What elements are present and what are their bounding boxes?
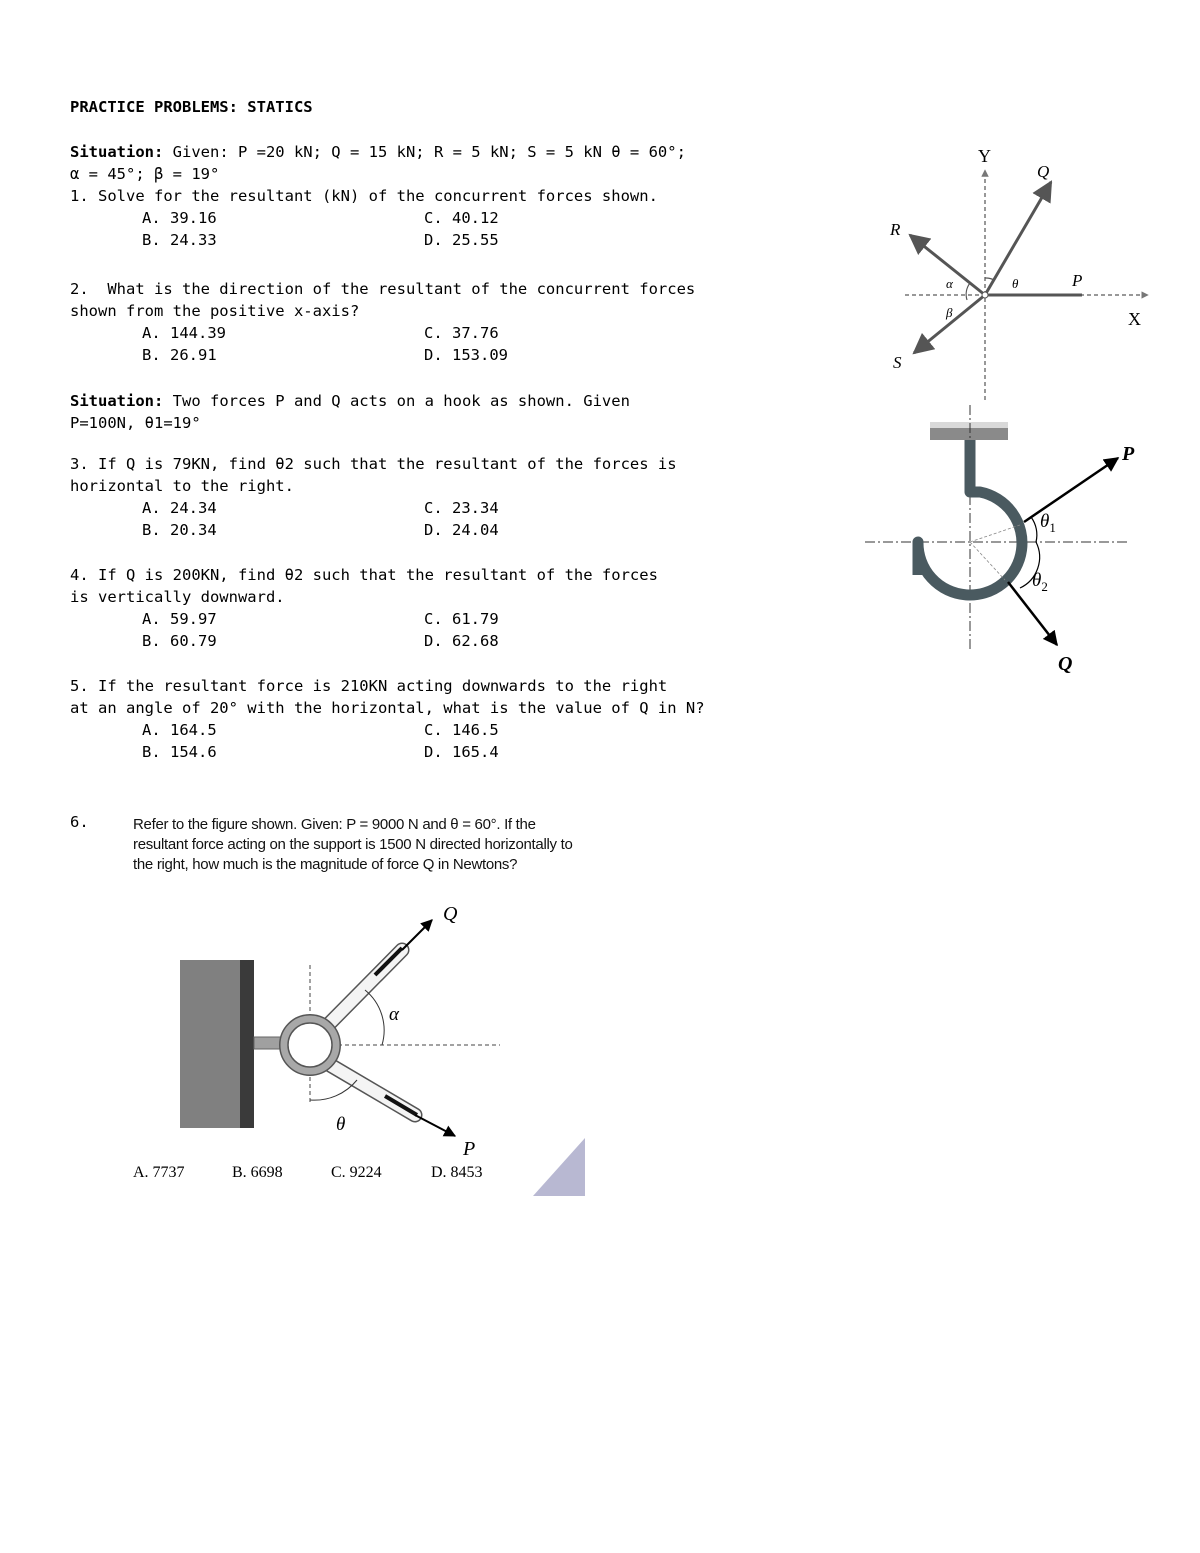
q1-option-a: A. 39.16 [142,209,217,227]
question-3-line-1: 3. If Q is 79KN, find θ2 such that the resultant of the forces is [70,455,677,473]
question-6-number: 6. [70,813,89,831]
q6-option-c: C. 9224 [331,1164,382,1181]
ring-inner [288,1023,332,1067]
p-label: P [1072,271,1083,290]
support-figure [170,900,510,1160]
r-label: R [890,220,901,239]
question-6-text: Refer to the figure shown. Given: P = 9000 N and θ = 60°. If the resultant force acting on the support is 1500 N directed horizontally to the right, how much is the magnitude of force Q in Newtons? [133,816,573,873]
question-4-line-1: 4. If Q is 200KN, find θ2 such that the resultant of the forces [70,566,658,584]
q-label: Q [1037,162,1050,181]
q2-option-d: D. 153.09 [424,346,508,364]
force-p-arrow [415,1115,455,1136]
question-5-line-1: 5. If the resultant force is 210KN acting downwards to the right [70,677,668,695]
q6-option-d: D. 8453 [431,1164,483,1181]
question-2-line-2: shown from the positive x-axis? [70,302,360,320]
q2-option-b: B. 26.91 [142,346,217,364]
theta2-label: $\theta_2$ [1032,570,1048,594]
q-label: Q [443,903,458,925]
force-q-arrow [1008,582,1057,645]
q6-option-a: A. 7737 [133,1164,185,1181]
origin-point [982,292,988,298]
theta-label: θ [1012,276,1019,291]
ceiling-plate-top [930,422,1008,428]
alpha-label: α [946,276,953,291]
q3-option-d: D. 24.04 [424,521,499,539]
question-5-line-2: at an angle of 20° with the horizontal, what is the value of Q in N? [70,699,705,717]
q4-option-a: A. 59.97 [142,610,217,628]
theta-label: θ [336,1114,346,1135]
theta1-arc [1031,517,1037,542]
hook-figure [860,400,1150,690]
q3-option-a: A. 24.34 [142,499,217,517]
question-1-text: 1. Solve for the resultant (kN) of the concurrent forces shown. [70,187,658,205]
question-4-line-2: is vertically downward. [70,588,285,606]
page-curl-corner [533,1138,585,1196]
force-q-arrow [402,920,432,950]
q4-option-d: D. 62.68 [424,632,499,650]
q5-option-c: C. 146.5 [424,721,499,739]
force-p-arrow [1024,458,1118,522]
q5-option-d: D. 165.4 [424,743,499,761]
q5-option-b: B. 154.6 [142,743,217,761]
situation-label: Situation: [70,143,164,161]
radius-line-q [970,542,1005,580]
situation-2-line-2: P=100N, θ1=19° [70,414,201,432]
q2-option-a: A. 144.39 [142,324,226,342]
x-axis-label: X [1128,309,1141,329]
theta-arc [985,278,994,280]
radius-line-p [970,525,1020,542]
q5-option-a: A. 164.5 [142,721,217,739]
q1-option-b: B. 24.33 [142,231,217,249]
situation-2-line-1: Two forces P and Q acts on a hook as shown. Given [163,392,630,410]
q3-option-b: B. 20.34 [142,521,217,539]
question-2-line-1: 2. What is the direction of the resultant of the concurrent forces [70,280,696,298]
situation-label: Situation: [70,392,164,410]
q2-option-c: C. 37.76 [424,324,499,342]
wall-face [240,960,254,1128]
situation-1 [70,141,686,163]
q-label: Q [1058,653,1073,675]
alpha-arc [365,990,384,1045]
p-label: P [1122,443,1135,465]
q6-option-b: B. 6698 [232,1164,283,1181]
q1-option-d: D. 25.55 [424,231,499,249]
alpha-beta-arc [966,283,970,300]
q3-option-c: C. 23.34 [424,499,499,517]
alpha-label: α [389,1004,399,1025]
page-title: PRACTICE PROBLEMS: STATICS [70,98,313,116]
theta1-label: $\theta_1$ [1040,511,1056,535]
force-s-arrow [914,295,985,353]
page-curl-shape [533,1138,585,1196]
y-axis-label: Y [978,146,991,166]
q4-option-b: B. 60.79 [142,632,217,650]
wall [180,960,240,1128]
question-3-line-2: horizontal to the right. [70,477,294,495]
q1-option-c: C. 40.12 [424,209,499,227]
situation-1-line-1: Given: P =20 kN; Q = 15 kN; R = 5 kN; S = 5 kN θ = 60°; [163,143,686,161]
q4-option-c: C. 61.79 [424,610,499,628]
concurrent-forces-figure [870,140,1170,400]
beta-label: β [946,305,953,320]
situation-2 [70,390,630,412]
situation-1-line-2: α = 45°; β = 19° [70,165,220,183]
s-label: S [893,353,902,372]
p-label: P [463,1138,476,1160]
